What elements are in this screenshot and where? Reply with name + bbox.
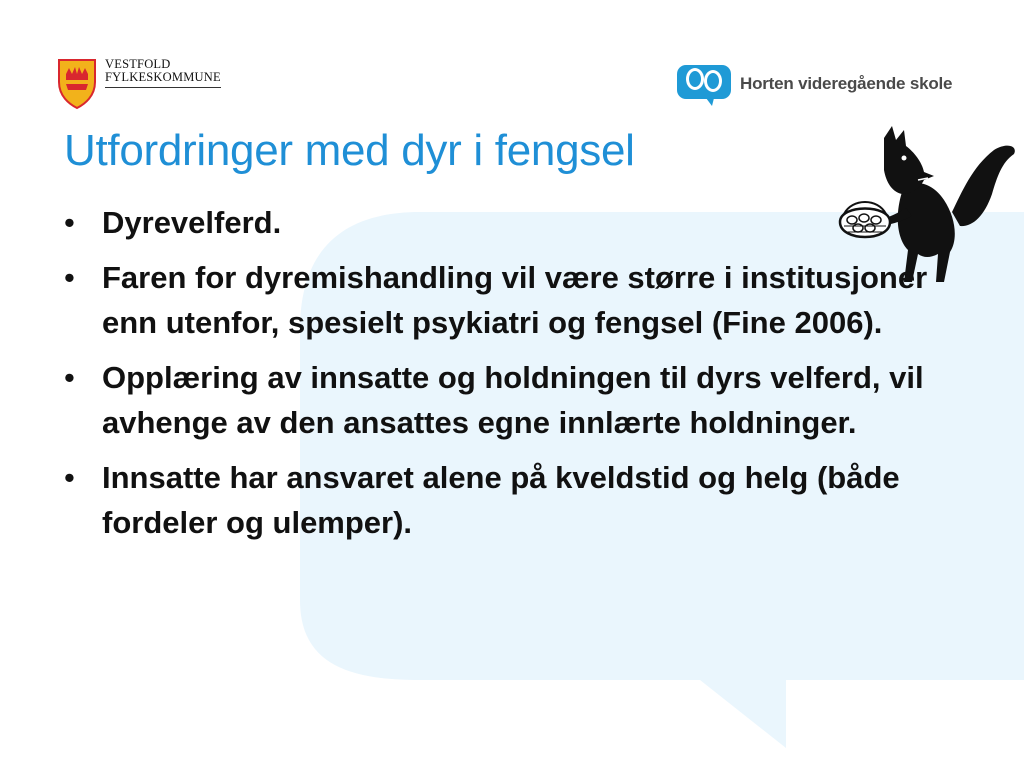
bullet-list xyxy=(60,200,960,555)
slide-title: Utfordringer med dyr i fengsel xyxy=(64,126,635,175)
bullet-item xyxy=(60,355,960,445)
bullet-text: Faren for dyremishandling vil være større i institusjoner enn utenfor, spesielt psykiatri og fengsel (Fine 2006). xyxy=(102,260,928,340)
bullet-dot: • xyxy=(64,360,75,395)
bullet-dot: • xyxy=(64,260,75,295)
bullet-text: Dyrevelferd. xyxy=(102,205,282,240)
bullet-dot: • xyxy=(64,205,75,240)
horten-logo xyxy=(676,62,952,106)
bullet-dot: • xyxy=(64,460,75,495)
two-faces-icon xyxy=(676,62,732,106)
bullet-item xyxy=(60,255,960,345)
vestfold-logo xyxy=(55,56,221,110)
bullet-item xyxy=(60,455,960,545)
crest-icon xyxy=(55,56,99,110)
logo-line-2: FYLKESKOMMUNE xyxy=(105,71,221,88)
bullet-item xyxy=(60,200,960,245)
bullet-text: Innsatte har ansvaret alene på kveldstid og helg (både fordeler og ulemper). xyxy=(102,460,900,540)
bullet-text: Opplæring av innsatte og holdningen til dyrs velferd, vil avhenge av den ansattes egne innlærte holdninger. xyxy=(102,360,924,440)
logo-line-1: VESTFOLD xyxy=(105,57,171,71)
school-name: Horten videregående skole xyxy=(740,74,953,93)
